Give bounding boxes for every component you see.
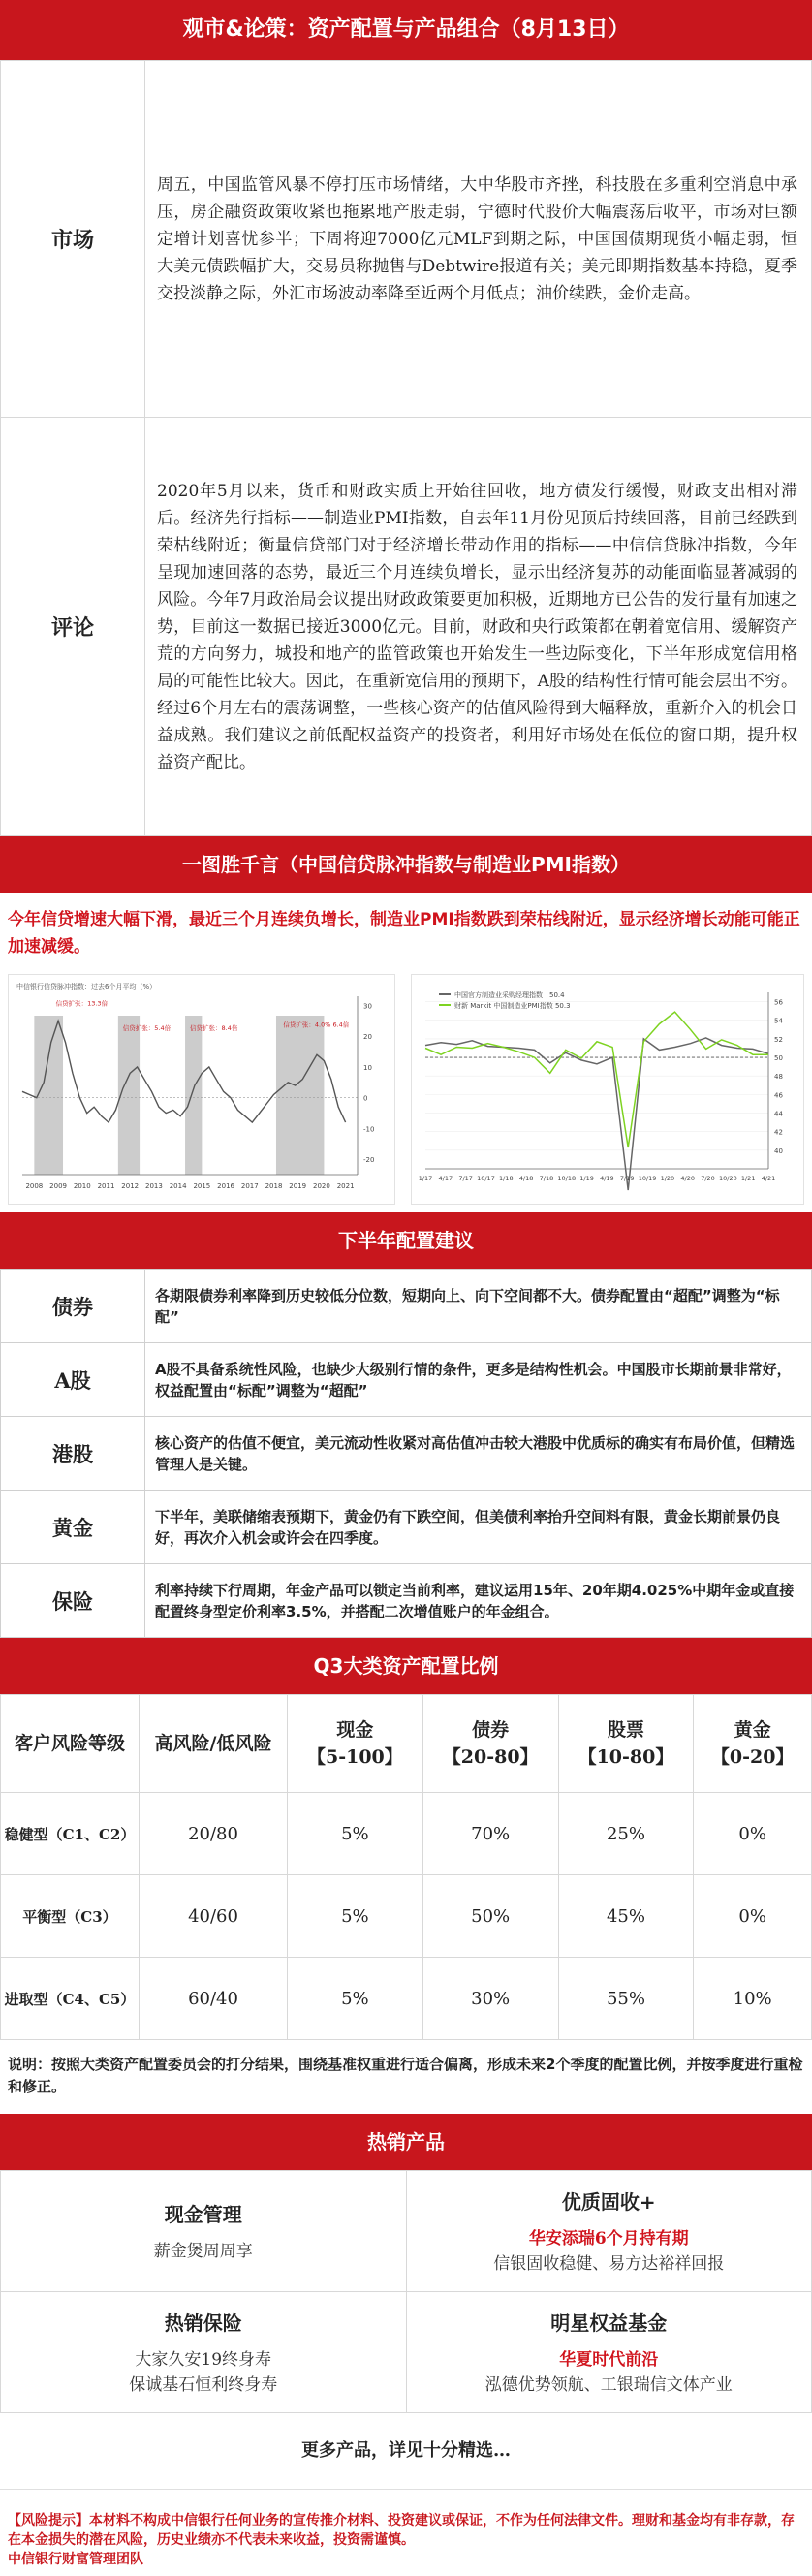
q3-cell: 10% [694, 1958, 812, 2040]
x-tick-label: 1/18 [498, 1175, 514, 1182]
credit-impulse-chart [8, 974, 395, 1205]
chart-background [414, 977, 801, 1202]
y-tick-label: 46 [774, 1091, 783, 1100]
x-tick-label: 7/18 [539, 1175, 554, 1182]
x-tick-label: 10/17 [477, 1175, 495, 1182]
y-tick-label: 30 [363, 1002, 372, 1011]
x-tick-label: 4/21 [761, 1175, 776, 1182]
x-tick-label: 10/18 [557, 1175, 577, 1182]
x-tick-label: 2012 [121, 1182, 140, 1190]
product-cell-title: 现金管理 [164, 2202, 242, 2226]
advice-text: 利率持续下行周期，年金产品可以锁定当前利率，建议运用15年、20年期4.025%中期年金或直接配置终身型定价利率3.5%，并搭配二次增值账户的年金组合。 [145, 1564, 812, 1638]
x-tick-label: 2010 [73, 1182, 91, 1190]
x-tick-label: 2019 [289, 1182, 307, 1190]
legend-entry: 中信银行信贷脉冲指数：过去6个月平均（%） [16, 983, 157, 990]
page-title: 观市&论策：资产配置与产品组合（8月13日） [0, 0, 812, 60]
y-tick-label: 20 [363, 1033, 372, 1042]
q3-cell: 60/40 [140, 1958, 288, 2040]
q3-cell: 20/80 [140, 1793, 288, 1875]
x-tick-label: 10/19 [638, 1175, 657, 1182]
more-products-link[interactable]: 更多产品，详见十分精选… [0, 2413, 812, 2490]
q3-cell: 5% [288, 1793, 423, 1875]
q3-header-cell: 高风险/低风险 [140, 1695, 288, 1793]
q3-row [1, 1958, 812, 2040]
shaded-period [185, 1016, 202, 1175]
q3-cell: 进取型（C4、C5） [1, 1958, 140, 2040]
q3-row [1, 1875, 812, 1958]
y-tick-label: 50 [774, 1054, 783, 1063]
q3-cell: 45% [558, 1875, 694, 1958]
advice-row [1, 1491, 812, 1564]
q3-cell: 平衡型（C3） [1, 1875, 140, 1958]
y-tick-label: 42 [774, 1128, 783, 1137]
advice-label: 港股 [1, 1417, 145, 1491]
y-tick-label: 52 [774, 1035, 783, 1044]
team-signature: 中信银行财富管理团队 [8, 2552, 143, 2567]
chart-annotation: 信贷扩张：8.4倍 [190, 1023, 238, 1032]
advice-row [1, 1343, 812, 1417]
x-tick-label: 7/17 [458, 1175, 473, 1182]
picture-section-title: 一图胜千言（中国信贷脉冲指数与制造业PMI指数） [0, 836, 812, 893]
product-line: 泓德优势领航、工银瑞信文体产业 [484, 2374, 733, 2395]
product-cell-fixed-income[interactable] [406, 2171, 812, 2292]
q3-cell: 30% [422, 1958, 558, 2040]
q3-cell: 0% [694, 1875, 812, 1958]
x-tick-label: 2009 [49, 1182, 67, 1190]
q3-header-cell [558, 1695, 694, 1793]
products-grid [0, 2170, 812, 2413]
product-line: 保诚基石恒利终身寿 [129, 2374, 278, 2395]
y-tick-label: 40 [774, 1147, 783, 1155]
x-tick-label: 2011 [97, 1182, 115, 1190]
x-tick-label: 2008 [25, 1182, 44, 1190]
advice-row [1, 1564, 812, 1638]
picture-section-subtitle: 今年信贷增速大幅下滑，最近三个月连续负增长，制造业PMI指数跌到荣枯线附近，显示经济增长动能可能正加速减缓。 [8, 910, 800, 957]
product-cell-title: 热销保险 [164, 2310, 242, 2335]
q3-cell: 50% [422, 1875, 558, 1958]
x-tick-label: 2020 [313, 1182, 330, 1190]
q3-section-title: Q3大类资产配置比例 [0, 1638, 812, 1694]
product-cell-equity-fund[interactable] [406, 2292, 812, 2413]
q3-header-row [1, 1695, 812, 1793]
product-line: 薪金煲周周享 [153, 2241, 253, 2261]
q3-header-cell [694, 1695, 812, 1793]
q3-header-cell [422, 1695, 558, 1793]
x-tick-label: 2021 [336, 1182, 355, 1190]
risk-disclaimer [0, 2490, 812, 2569]
risk-text: 【风险提示】本材料不构成中信银行任何业务的宣传推介材料、投资建议或保证，不作为任何法律文件。理财和基金均有非存款，存在本金损失的潜在风险，历史业绩亦不代表未来收益，投资需谨慎。 [8, 2513, 795, 2548]
q3-header-text: 黄金 【0-20】 [710, 1719, 795, 1768]
y-tick-label: 44 [774, 1110, 783, 1118]
x-tick-label: 4/18 [518, 1175, 534, 1182]
advice-text: A股不具备系统性风险，也缺少大级别行情的条件，更多是结构性机会。中国股市长期前景非常好，权益配置由“标配”调整为“超配” [145, 1343, 812, 1417]
advice-row [1, 1270, 812, 1343]
x-tick-label: 10/20 [718, 1175, 737, 1182]
q3-header-cell [288, 1695, 423, 1793]
legend-entry: 中国官方制造业采购经理指数 50.4 [454, 991, 565, 999]
advice-row [1, 1417, 812, 1491]
product-line: 大家久安19终身寿 [135, 2349, 272, 2370]
x-tick-label: 1/19 [579, 1175, 594, 1182]
q3-cell: 稳健型（C1、C2） [1, 1793, 140, 1875]
advice-text: 各期限债券利率降到历史较低分位数，短期向上、向下空间都不大。债券配置由“超配”调整为“标配” [145, 1270, 812, 1343]
product-line-highlight: 华夏时代前沿 [559, 2349, 659, 2370]
x-tick-label: 4/20 [680, 1175, 696, 1182]
x-tick-label: 2016 [217, 1182, 234, 1190]
market-comment-table [0, 60, 812, 836]
y-tick-label: 0 [363, 1094, 368, 1103]
advice-text: 核心资产的估值不便宜，美元流动性收紧对高估值冲击较大港股中优质标的确实有布局价值，但精选管理人是关键。 [145, 1417, 812, 1491]
advice-label: 债券 [1, 1270, 145, 1343]
market-label: 市场 [1, 61, 145, 418]
shaded-period [276, 1016, 324, 1175]
q3-cell: 70% [422, 1793, 558, 1875]
advice-label: A股 [1, 1343, 145, 1417]
advice-text: 下半年，美联储缩表预期下，黄金仍有下跌空间，但美债利率抬升空间料有限，黄金长期前景仍良好，再次介入机会或许会在四季度。 [145, 1491, 812, 1564]
y-tick-label: 54 [774, 1017, 783, 1025]
y-tick-label: 10 [363, 1063, 372, 1072]
products-section-title: 热销产品 [0, 2114, 812, 2170]
product-line: 信银固收稳健、易方达裕祥回报 [493, 2253, 725, 2274]
x-tick-label: 1/20 [660, 1175, 675, 1182]
x-tick-label: 7/20 [701, 1175, 715, 1182]
y-tick-label: -20 [363, 1156, 375, 1165]
x-tick-label: 4/19 [600, 1175, 614, 1182]
q3-cell: 40/60 [140, 1875, 288, 1958]
product-cell-title: 优质固收+ [561, 2189, 656, 2214]
chart-annotation: 信贷扩张：13.3倍 [55, 999, 109, 1008]
advice-label: 保险 [1, 1564, 145, 1638]
y-tick-label: -10 [363, 1125, 375, 1134]
comment-label: 评论 [1, 418, 145, 836]
x-tick-label: 4/17 [438, 1175, 453, 1182]
x-tick-label: 2013 [145, 1182, 163, 1190]
product-cell-cash[interactable] [1, 2171, 407, 2292]
pmi-chart [411, 974, 804, 1205]
advice-table [0, 1269, 812, 1638]
credit-impulse-svg [9, 975, 394, 1204]
comment-text: 2020年5月以来，货币和财政实质上开始往回收，地方债发行缓慢，财政支出相对滞后。经济先行指标——制造业PMI指数，自去年11月份见顶后持续回落，目前已经跌到荣枯线附近；衡量信贷部门对于经济增长带动作用的指标——中信信贷脉冲指数，今年呈现加速回落的态势，最近三个月连续负增长，显示出经济复苏的动能面临显著减弱的风险。今年7月政治局会议提出财政政策要更加积极，近期地方已公告的发行量有加速之势，目前这一数据已接近3000亿元。目前，财政和央行政策都在朝着宽信用、缓解资产荒的方向努力，城投和地产的监管政策也开始发生一些边际变化，下半年形成宽信用格局的可能性比较大。因此，在重新宽信用的预期下，A股的结构性行情可能会层出不穷。经过6个月左右的震荡调整，一些核心资产的估值风险得到大幅释放，重新介入的机会日益成熟。我们建议之前低配权益资产的投资者，利用好市场处在低位的窗口期，提升权益资产配比。 [145, 418, 812, 836]
q3-cell: 25% [558, 1793, 694, 1875]
y-tick-label: 56 [774, 998, 783, 1007]
q3-cell: 0% [694, 1793, 812, 1875]
product-cell-insurance[interactable] [1, 2292, 407, 2413]
q3-cell: 5% [288, 1875, 423, 1958]
legend-entry: 财新 Markit 中国制造业PMI指数 50.3 [454, 1002, 571, 1010]
x-tick-label: 1/17 [418, 1175, 433, 1182]
x-tick-label: 2015 [193, 1182, 211, 1190]
q3-row [1, 1793, 812, 1875]
x-tick-label: 2014 [169, 1182, 187, 1190]
q3-cell: 5% [288, 1958, 423, 2040]
q3-note: 说明：按照大类资产配置委员会的打分结果，围绕基准权重进行适合偏离，形成未来2个季度的配置比例，并按季度进行重检和修正。 [8, 2056, 803, 2095]
advice-section-title: 下半年配置建议 [0, 1212, 812, 1269]
product-line-highlight: 华安添瑞6个月持有期 [528, 2228, 689, 2248]
x-tick-label: 2017 [240, 1182, 259, 1190]
q3-ratio-table [0, 1694, 812, 2040]
x-tick-label: 7/19 [619, 1175, 635, 1182]
chart-annotation: 信贷扩张：5.4倍 [122, 1023, 172, 1032]
q3-cell: 55% [558, 1958, 694, 2040]
product-cell-title: 明星权益基金 [550, 2310, 668, 2335]
market-text: 周五，中国监管风暴不停打压市场情绪，大中华股市齐挫，科技股在多重利空消息中承压，房企融资政策收紧也拖累地产股走弱，宁德时代股价大幅震荡后收平，市场对巨额定增计划喜忧参半；下周将迎7000亿元MLF到期之际，中国国债期现货小幅走弱，恒大美元债跌幅扩大，交易员称抛售与Debtwire报道有关；美元即期指数基本持稳，夏季交投淡静之际，外汇市场波动率降至近两个月低点；油价续跌，金价走高。 [145, 61, 812, 418]
pmi-svg [412, 975, 803, 1204]
x-tick-label: 1/21 [740, 1175, 756, 1182]
charts-area [0, 968, 812, 1212]
y-tick-label: 48 [774, 1073, 783, 1082]
advice-label: 黄金 [1, 1491, 145, 1564]
x-tick-label: 2018 [265, 1182, 283, 1190]
q3-header-text: 现金 【5-100】 [307, 1719, 403, 1768]
q3-header-text: 债券 【20-80】 [442, 1719, 539, 1768]
chart-annotation: 信贷扩张：4.0% 6.4倍 [283, 1021, 350, 1029]
q3-header-text: 股票 【10-80】 [578, 1719, 674, 1768]
q3-header-cell: 客户风险等级 [1, 1695, 140, 1793]
